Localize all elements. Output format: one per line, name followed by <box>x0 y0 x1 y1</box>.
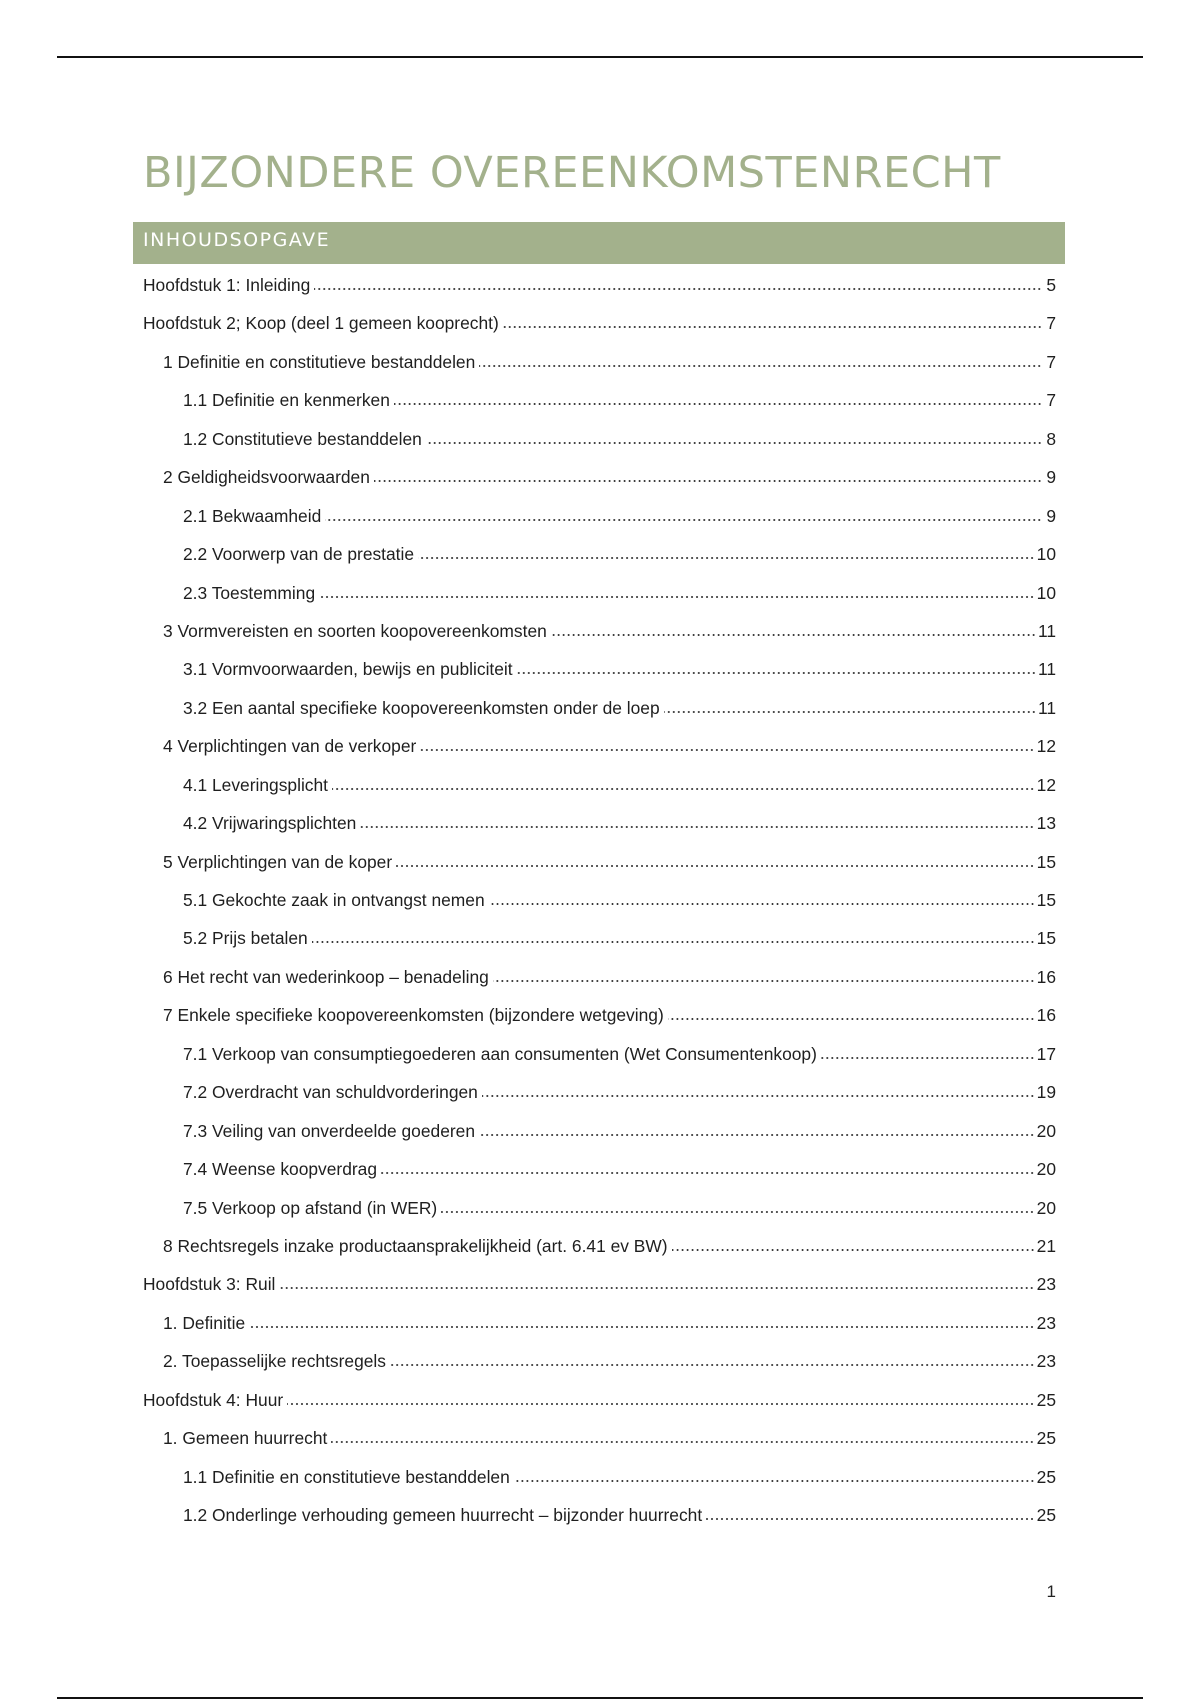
toc-entry[interactable] <box>0 960 1200 998</box>
dot-leader <box>489 902 1035 906</box>
document-title: BIJZONDERE OVEREENKOMSTENRECHT <box>143 148 1001 198</box>
dot-leader <box>420 748 1034 752</box>
toc-entry[interactable] <box>0 1306 1200 1344</box>
toc-entry-label: 1.2 Constitutieve bestanddelen <box>183 428 422 449</box>
dot-leader <box>706 1517 1035 1521</box>
toc-entry-label: Hoofdstuk 4: Huur <box>143 1389 284 1410</box>
dot-leader <box>479 364 1042 368</box>
dot-leader <box>482 1094 1035 1098</box>
dot-leader <box>479 1133 1035 1137</box>
toc-entry[interactable] <box>0 729 1200 767</box>
toc-entry-page: 23 <box>1036 1312 1056 1333</box>
toc-entry-page: 16 <box>1036 1005 1056 1026</box>
toc-entry[interactable] <box>0 768 1200 806</box>
toc-entry[interactable] <box>0 614 1200 652</box>
toc-entry[interactable] <box>0 998 1200 1036</box>
toc-entry-page: 15 <box>1036 851 1056 872</box>
dot-leader <box>279 1286 1034 1290</box>
bottom-rule <box>57 1697 1143 1699</box>
toc-entry-page: 25 <box>1036 1505 1056 1525</box>
dot-leader <box>374 479 1042 483</box>
toc-entry-label: 2. Toepasselijke rechtsregels <box>163 1351 386 1372</box>
dot-leader <box>319 595 1035 599</box>
dot-leader <box>441 1210 1034 1214</box>
dot-leader <box>493 979 1035 983</box>
toc-entry[interactable] <box>0 1421 1200 1459</box>
toc-entry-label: 4 Verplichtingen van de verkoper <box>163 736 417 757</box>
toc-entry[interactable] <box>0 652 1200 690</box>
toc-entry[interactable] <box>0 1460 1200 1498</box>
toc-entry-page: 15 <box>1036 890 1056 910</box>
toc-heading: INHOUDSOPGAVE <box>133 222 1065 264</box>
dot-leader <box>426 441 1042 445</box>
toc-entry[interactable] <box>0 1037 1200 1075</box>
toc-entry-label: 1.1 Definitie en kenmerken <box>183 390 390 411</box>
dot-leader <box>668 1017 1035 1021</box>
toc-entry-label: 6 Het recht van wederinkoop – benadeling <box>163 966 489 987</box>
toc-entry[interactable] <box>0 1229 1200 1267</box>
toc-entry-label: 7.2 Overdracht van schuldvorderingen <box>183 1082 478 1103</box>
toc-entry-label: 2 Geldigheidsvoorwaarden <box>163 467 370 488</box>
dot-leader <box>396 864 1035 868</box>
dot-leader <box>287 1402 1034 1406</box>
table-of-contents <box>0 268 1200 1536</box>
toc-entry[interactable] <box>0 383 1200 421</box>
toc-entry-page: 12 <box>1036 774 1056 795</box>
toc-entry-label: 1 Definitie en constitutieve bestanddelen <box>163 351 476 372</box>
dot-leader <box>672 1248 1035 1252</box>
toc-entry-label: Hoofdstuk 1: Inleiding <box>143 275 311 295</box>
dot-leader <box>312 940 1035 944</box>
toc-entry[interactable] <box>0 921 1200 959</box>
toc-entry-page: 25 <box>1036 1389 1056 1410</box>
toc-entry[interactable] <box>0 1152 1200 1190</box>
toc-entry[interactable] <box>0 1191 1200 1229</box>
toc-entry-page: 10 <box>1036 544 1056 565</box>
toc-entry[interactable] <box>0 537 1200 575</box>
toc-entry[interactable] <box>0 499 1200 537</box>
toc-entry-page: 9 <box>1046 505 1056 526</box>
toc-entry-label: Hoofdstuk 3: Ruil <box>143 1274 276 1295</box>
toc-entry-label: 2.3 Toestemming <box>183 582 316 603</box>
dot-leader <box>664 710 1036 714</box>
top-rule <box>57 56 1143 58</box>
toc-entry[interactable] <box>0 1383 1200 1421</box>
dot-leader <box>314 287 1042 291</box>
toc-entry-page: 13 <box>1036 813 1056 834</box>
toc-entry[interactable] <box>0 1498 1200 1536</box>
toc-entry-label: 1. Gemeen huurrecht <box>163 1428 328 1449</box>
toc-entry[interactable] <box>0 576 1200 614</box>
toc-entry[interactable] <box>0 1075 1200 1113</box>
dot-leader <box>394 402 1042 406</box>
toc-entry-page: 7 <box>1046 351 1056 372</box>
toc-entry-page: 25 <box>1036 1428 1056 1449</box>
toc-entry-label: 3.2 Een aantal specifieke koopovereenkomsten onder de loep <box>183 697 660 718</box>
toc-entry-label: Hoofdstuk 2; Koop (deel 1 gemeen kooprecht) <box>143 313 499 334</box>
toc-entry-page: 20 <box>1036 1197 1056 1218</box>
toc-entry-label: 5 Verplichtingen van de koper <box>163 851 393 872</box>
toc-entry[interactable] <box>0 691 1200 729</box>
dot-leader <box>360 825 1034 829</box>
toc-entry[interactable] <box>0 306 1200 344</box>
dot-leader <box>517 671 1036 675</box>
toc-entry-label: 7.3 Veiling van onverdeelde goederen <box>183 1120 476 1141</box>
toc-entry-page: 5 <box>1046 275 1056 295</box>
toc-entry-label: 1.1 Definitie en constitutieve bestanddelen <box>183 1466 510 1487</box>
toc-entry-page: 25 <box>1036 1466 1056 1487</box>
toc-entry-label: 3 Vormvereisten en soorten koopovereenkomsten <box>163 620 547 641</box>
toc-entry-label: 5.1 Gekochte zaak in ontvangst nemen <box>183 890 485 910</box>
toc-entry[interactable] <box>0 345 1200 383</box>
toc-entry-page: 8 <box>1046 428 1056 449</box>
dot-leader <box>325 518 1042 522</box>
toc-entry[interactable] <box>0 806 1200 844</box>
toc-entry-label: 7.1 Verkoop van consumptiegoederen aan consumenten (Wet Consumentenkoop) <box>183 1043 817 1064</box>
toc-entry-page: 11 <box>1037 659 1056 680</box>
toc-entry-label: 3.1 Vormvoorwaarden, bewijs en publiciteit <box>183 659 513 680</box>
toc-entry-page: 9 <box>1046 467 1056 488</box>
toc-entry-label: 1.2 Onderlinge verhouding gemeen huurrecht – bijzonder huurrecht <box>183 1505 703 1525</box>
dot-leader <box>332 787 1035 791</box>
toc-entry-page: 19 <box>1036 1082 1056 1103</box>
toc-entry[interactable] <box>0 460 1200 498</box>
toc-entry[interactable] <box>0 268 1200 306</box>
toc-entry-page: 15 <box>1036 928 1056 949</box>
dot-leader <box>390 1363 1035 1367</box>
toc-entry-page: 23 <box>1036 1351 1056 1372</box>
toc-entry[interactable] <box>0 845 1200 883</box>
toc-entry-page: 11 <box>1037 697 1056 718</box>
dot-leader <box>514 1479 1035 1483</box>
toc-entry-label: 4.1 Leveringsplicht <box>183 774 329 795</box>
toc-entry-page: 10 <box>1036 582 1056 603</box>
toc-entry[interactable] <box>0 1267 1200 1305</box>
toc-entry-page: 12 <box>1036 736 1056 757</box>
dot-leader <box>503 325 1042 329</box>
dot-leader <box>331 1440 1034 1444</box>
dot-leader <box>381 1171 1035 1175</box>
toc-entry-page: 20 <box>1036 1159 1056 1180</box>
page-number: 1 <box>1046 1582 1056 1601</box>
toc-entry-label: 4.2 Vrijwaringsplichten <box>183 813 357 834</box>
toc-entry-page: 16 <box>1036 966 1056 987</box>
dot-leader <box>249 1325 1034 1329</box>
toc-entry-label: 2.1 Bekwaamheid <box>183 505 322 526</box>
toc-entry-page: 21 <box>1036 1235 1056 1256</box>
toc-entry-label: 1. Definitie <box>163 1312 246 1333</box>
dot-leader <box>418 556 1035 560</box>
toc-entry-page: 17 <box>1036 1043 1056 1064</box>
toc-entry[interactable] <box>0 883 1200 921</box>
toc-entry[interactable] <box>0 1114 1200 1152</box>
toc-entry-label: 2.2 Voorwerp van de prestatie <box>183 544 415 565</box>
toc-entry-label: 8 Rechtsregels inzake productaansprakelijkheid (art. 6.41 ev BW) <box>163 1235 668 1256</box>
toc-entry-label: 7.5 Verkoop op afstand (in WER) <box>183 1197 438 1218</box>
toc-entry-page: 20 <box>1036 1120 1056 1141</box>
toc-entry-page: 7 <box>1046 313 1056 334</box>
toc-entry-label: 7.4 Weense koopverdrag <box>183 1159 377 1180</box>
toc-entry[interactable] <box>0 1344 1200 1382</box>
toc-entry[interactable] <box>0 422 1200 460</box>
toc-entry-page: 11 <box>1037 620 1056 641</box>
dot-leader <box>821 1056 1035 1060</box>
toc-entry-label: 5.2 Prijs betalen <box>183 928 308 949</box>
toc-entry-page: 7 <box>1046 390 1056 411</box>
toc-entry-page: 23 <box>1036 1274 1056 1295</box>
toc-entry-label: 7 Enkele specifieke koopovereenkomsten (bijzondere wetgeving) <box>163 1005 664 1026</box>
dot-leader <box>551 633 1036 637</box>
